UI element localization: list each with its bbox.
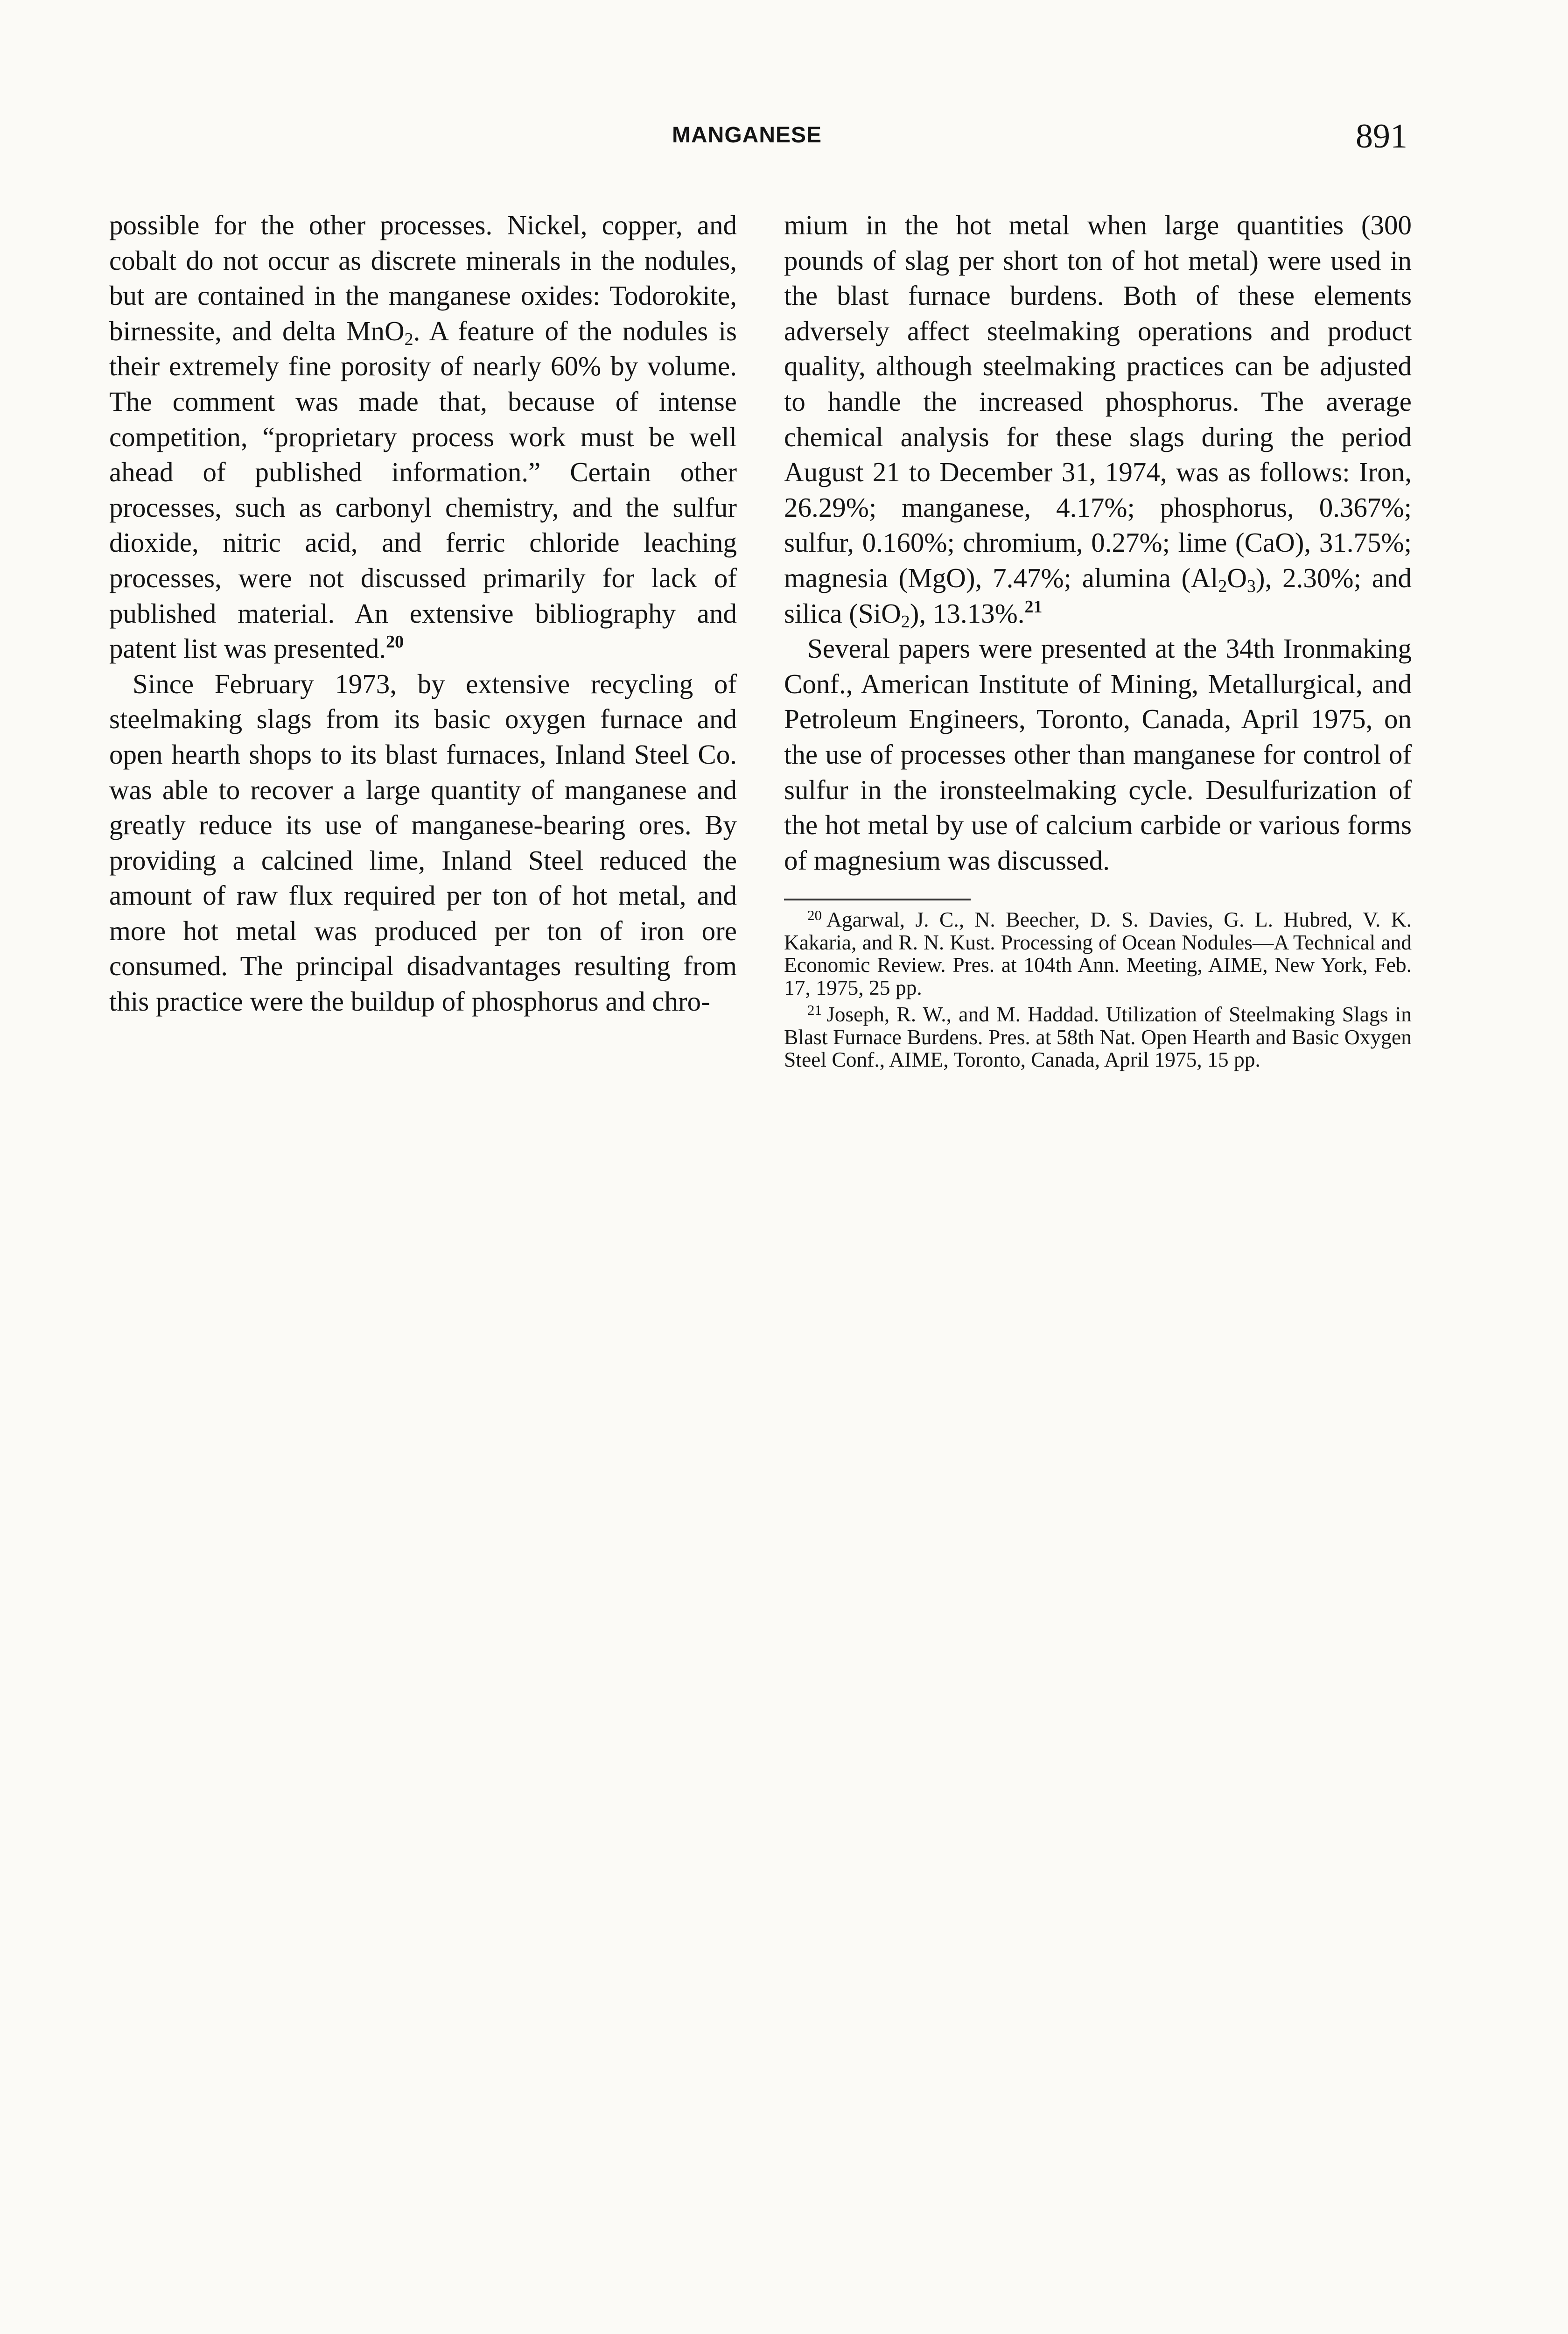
footnote-ref-21: 21: [1024, 597, 1043, 617]
footnote-20: [784, 904, 1412, 999]
paragraph-inland-steel: Since February 1973, by extensive recycling of steelmaking slags from its basic oxygen furnace and open hearth shops to its blast furnaces, Inland Steel Co. was able to recover a large quantity of manganese and greatly reduce its use of manganese-bearing ores. By providing a calcined lime, Inland Steel reduced the amount of raw flux required per ton of hot metal, and more hot metal was produced per ton of iron ore consumed. The principal disadvantages resulting from this practice were the buildup of phosphorus and chro-: [109, 668, 737, 1017]
footnote-text: Joseph, R. W., and M. Haddad. Utilization of Steelmaking Slags in Blast Furnace Burdens. Pres. at 58th Nat. Open Hearth and Basic Oxygen Steel Conf., AIME, Toronto, Canada, April 1975, 15 pp.: [784, 1002, 1412, 1072]
page-number: 891: [1356, 117, 1407, 155]
running-header: MANGANESE: [672, 123, 822, 148]
footnote-divider: [784, 899, 971, 900]
paragraph-nodules: possible for the other processes. Nickel, copper, and cobalt do not occur as discrete minerals in the nodules, but are contained in the manganese oxides: Todorokite, birnessite, and delta MnO$_2$. A feature of the nodules is their extremely fine porosity of nearly 60% by volume. The comment was made that, because of intense competition, “proprietary process work must be well ahead of published information.” Certain other processes, such as carbonyl chemistry, and the sulfur dioxide, nitric acid, and ferric chloride leaching processes, were not discussed primarily for lack of published material. An extensive bibliography and patent list was presented.$^{20}$: [109, 210, 737, 664]
footnote-21: [784, 999, 1412, 1071]
footnotes: [784, 904, 1412, 1071]
footnote-number: 21: [807, 1002, 822, 1019]
footnote-ref-20: 20: [386, 632, 404, 652]
paragraph-ironmaking-conf: Several papers were presented at the 34th Ironmaking Conf., American Institute of Mining, Metallurgical, and Petroleum Engineers, Toronto, Canada, April 1975, on the use of processes other than manganese for control of sulfur in the ironsteelmaking cycle. Desulfurization of the hot metal by use of calcium carbide or various forms of magnesium was discussed.: [784, 633, 1412, 876]
paragraph-slag-analysis: mium in the hot metal when large quantities (300 pounds of slag per short ton of hot metal) were used in the blast furnace burdens. Both of these elements adversely affect steelmaking operations and product quality, although steelmaking practices can be adjusted to handle the increased phosphorus. The average chemical analysis for these slags during the period August 21 to December 31, 1974, was as follows: Iron, 26.29%; manganese, 4.17%; phosphorus, 0.367%; sulfur, 0.160%; chromium, 0.27%; lime (CaO), 31.75%; magnesia (MgO), 7.47%; alumina $(Al_2O_3)$, 2.30%; and silica (SiO$_2$), 13.13%.$^{21}$: [784, 210, 1412, 632]
right-column: [784, 208, 1412, 1071]
footnote-number: 20: [807, 907, 822, 924]
footnote-text: Agarwal, J. C., N. Beecher, D. S. Davies, G. L. Hubred, V. K. Kakaria, and R. N. Kust. Processing of Ocean Nodules—A Technical and Economic Review. Pres. at 104th Ann. Meeting, AIME, New York, Feb. 17, 1975, 25 pp.: [784, 907, 1412, 999]
left-column: [109, 208, 737, 1019]
